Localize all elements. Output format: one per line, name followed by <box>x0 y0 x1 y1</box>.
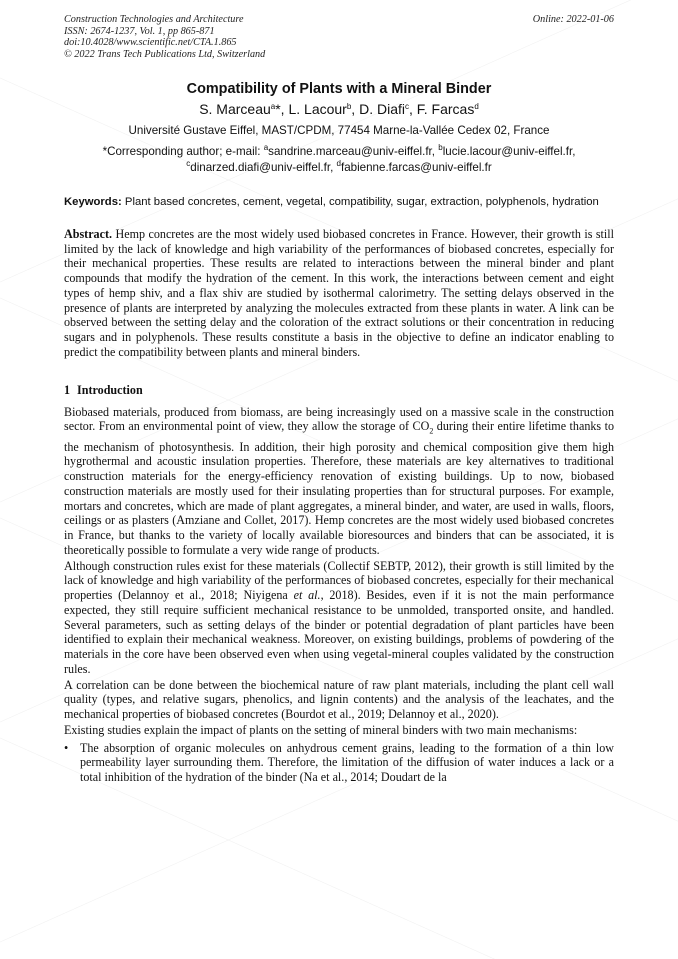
intro-p2-text-a: Although construction rules exist for these materials (Collectif SEBTP, 2012), their growth is still limited by the lack of knowledge and high variability of the performances of biobased concretes, especially for their mechanical properties (Delannoy et al., 2018; Niyigena <box>64 558 614 603</box>
keywords-label: Keywords: <box>64 195 122 208</box>
mechanisms-list <box>64 741 614 785</box>
corresponding-prefix: *Corresponding author; e-mail: <box>102 145 264 159</box>
author-separator: *, <box>275 101 289 118</box>
keywords-block <box>64 195 614 209</box>
author-name: L. Lacour <box>288 101 347 118</box>
online-date: Online: 2022-01-06 <box>532 14 614 25</box>
section-number: 1 <box>64 382 71 397</box>
list-item-text: The absorption of organic molecules on anhydrous cement grains, leading to the formation of a thin low permeability layer surrounding them. Therefore, the limitation of the diffusion of water induces a lack or a total inhibition of the hydration of the binder (Na et al., 2014; Doudart de la <box>80 740 614 785</box>
section-heading-introduction <box>64 383 614 398</box>
co2-subscript: 2 <box>429 426 434 436</box>
email-link[interactable]: fabienne.farcas@univ-eiffel.fr <box>340 160 492 174</box>
author-name: S. Marceau <box>199 101 271 118</box>
journal-header <box>64 14 614 60</box>
intro-p1-text-b: during their entire lifetime thanks to the mechanism of photosynthesis. In addition, their high porosity and chemical composition give them high hygrothermal and acoustic insulation properties. Therefore, these materials are key alternatives to traditional construction materials for the energy-efficiency renovation of existing buildings. Up to now, biobased construction materials are mostly used for their insulating properties than for structural purposes. For example, mortars and concretes, which are made of plant aggregates, a mineral binder, and water, are used in walls, floors, ceilings or as plasters (Amziane and Collet, 2017). Hemp concretes are the most widely used biobased concretes in France, but thanks to the variety of locally available bioresources and binders that can be associated, it is theoretically possible to formulate a very wide range of products. <box>64 419 614 557</box>
email-separator: , <box>330 160 337 174</box>
journal-name: Construction Technologies and Architecture <box>64 14 244 25</box>
affiliation: Université Gustave Eiffel, MAST/CPDM, 77454 Marne-la-Vallée Cedex 02, France <box>128 124 550 138</box>
intro-paragraph-2 <box>64 559 614 677</box>
email-mark: a <box>263 143 269 153</box>
email-mark: c <box>186 158 191 168</box>
intro-p1-text-a: Biobased materials, produced from biomass, are being increasingly used on a massive scale in the construction sector. From an environmental point of view, they allow the storage of CO <box>64 404 614 434</box>
intro-paragraph-1 <box>64 405 614 558</box>
list-item <box>64 741 614 785</box>
intro-p2-italic: et al. <box>293 588 321 603</box>
paper-title: Compatibility of Plants with a Mineral Binder <box>186 81 492 98</box>
journal-issn: ISSN: 2674-1237, Vol. 1, pp 865-871 <box>64 25 215 37</box>
author-list <box>64 101 614 118</box>
email-mark: d <box>336 158 341 168</box>
author-affiliation-mark: d <box>474 102 479 112</box>
corresponding-author <box>64 144 614 175</box>
intro-paragraph-4: Existing studies explain the impact of plants on the setting of mineral binders with two main mechanisms: <box>64 722 578 737</box>
author-affiliation-mark: c <box>404 102 409 112</box>
bullet-icon: • <box>64 740 69 755</box>
author-affiliation-mark: a <box>270 102 276 112</box>
author-separator: , <box>351 101 360 118</box>
email-separator: , <box>431 145 439 159</box>
keywords-text: Plant based concretes, cement, vegetal, compatibility, sugar, extraction, polyphenols, hydration <box>121 195 599 208</box>
email-separator: , <box>572 145 576 159</box>
abstract-block <box>64 227 614 360</box>
journal-copyright: © 2022 Trans Tech Publications Ltd, Switzerland <box>64 48 266 60</box>
email-link[interactable]: dinarzed.diafi@univ-eiffel.fr <box>190 160 331 174</box>
intro-paragraph-3: A correlation can be done between the biochemical nature of raw plant materials, including the plant cell wall quality (types, and relative sugars, phenolics, and lignin contents) and the analysis of the leachates, and the mechanical properties of biobased concretes (Bourdot et al., 2019; Delannoy et al., 2020). <box>64 677 614 722</box>
author-name: F. Farcas <box>416 101 475 118</box>
abstract-label: Abstract. <box>64 226 113 241</box>
email-link[interactable]: sandrine.marceau@univ-eiffel.fr <box>268 145 432 159</box>
author-affiliation-mark: b <box>346 102 352 112</box>
email-mark: b <box>438 143 443 153</box>
section-title: Introduction <box>77 382 143 397</box>
journal-doi[interactable]: doi:10.4028/www.scientific.net/CTA.1.865 <box>64 37 237 49</box>
author-separator: , <box>408 101 417 118</box>
email-link[interactable]: lucie.lacour@univ-eiffel.fr <box>442 145 573 159</box>
author-name: D. Diafi <box>359 101 405 118</box>
abstract-text: Hemp concretes are the most widely used biobased concretes in France. However, their growth is still limited by the lack of knowledge and high variability of the performances of biobased concretes, especially for their mechanical properties. These results are related to interactions between the mineral binder and plant compounds that modify the hydration of the cement. In this work, the interactions between cement and eight types of hemp shiv, and a flax shiv are studied by isothermal calorimetry. The setting delays observed in the presence of plants are interpreted by analyzing the molecules extracted from these plants in water. A link can be observed between the setting delay and the coloration of the extract solutions or their concentration in reducing sugars and in polyphenols. These results constitute a basis in the objective to define an indicator enabling to predict the compatibility between plants and mineral binders. <box>64 226 614 359</box>
intro-p2-text-b: , 2018). Besides, even if it is not the main performance expected, they still require sufficient mechanical resistance to be unmolded, transported onsite, and handled. Several parameters, such as setting delays of the binder or potential degradation of plant particles have been identified to explain their mechanical weakness. Moreover, on existing buildings, problems of powdering of the materials in the core have been observed even when using vegetal-mineral couples validated by the construction rules. <box>64 588 614 676</box>
